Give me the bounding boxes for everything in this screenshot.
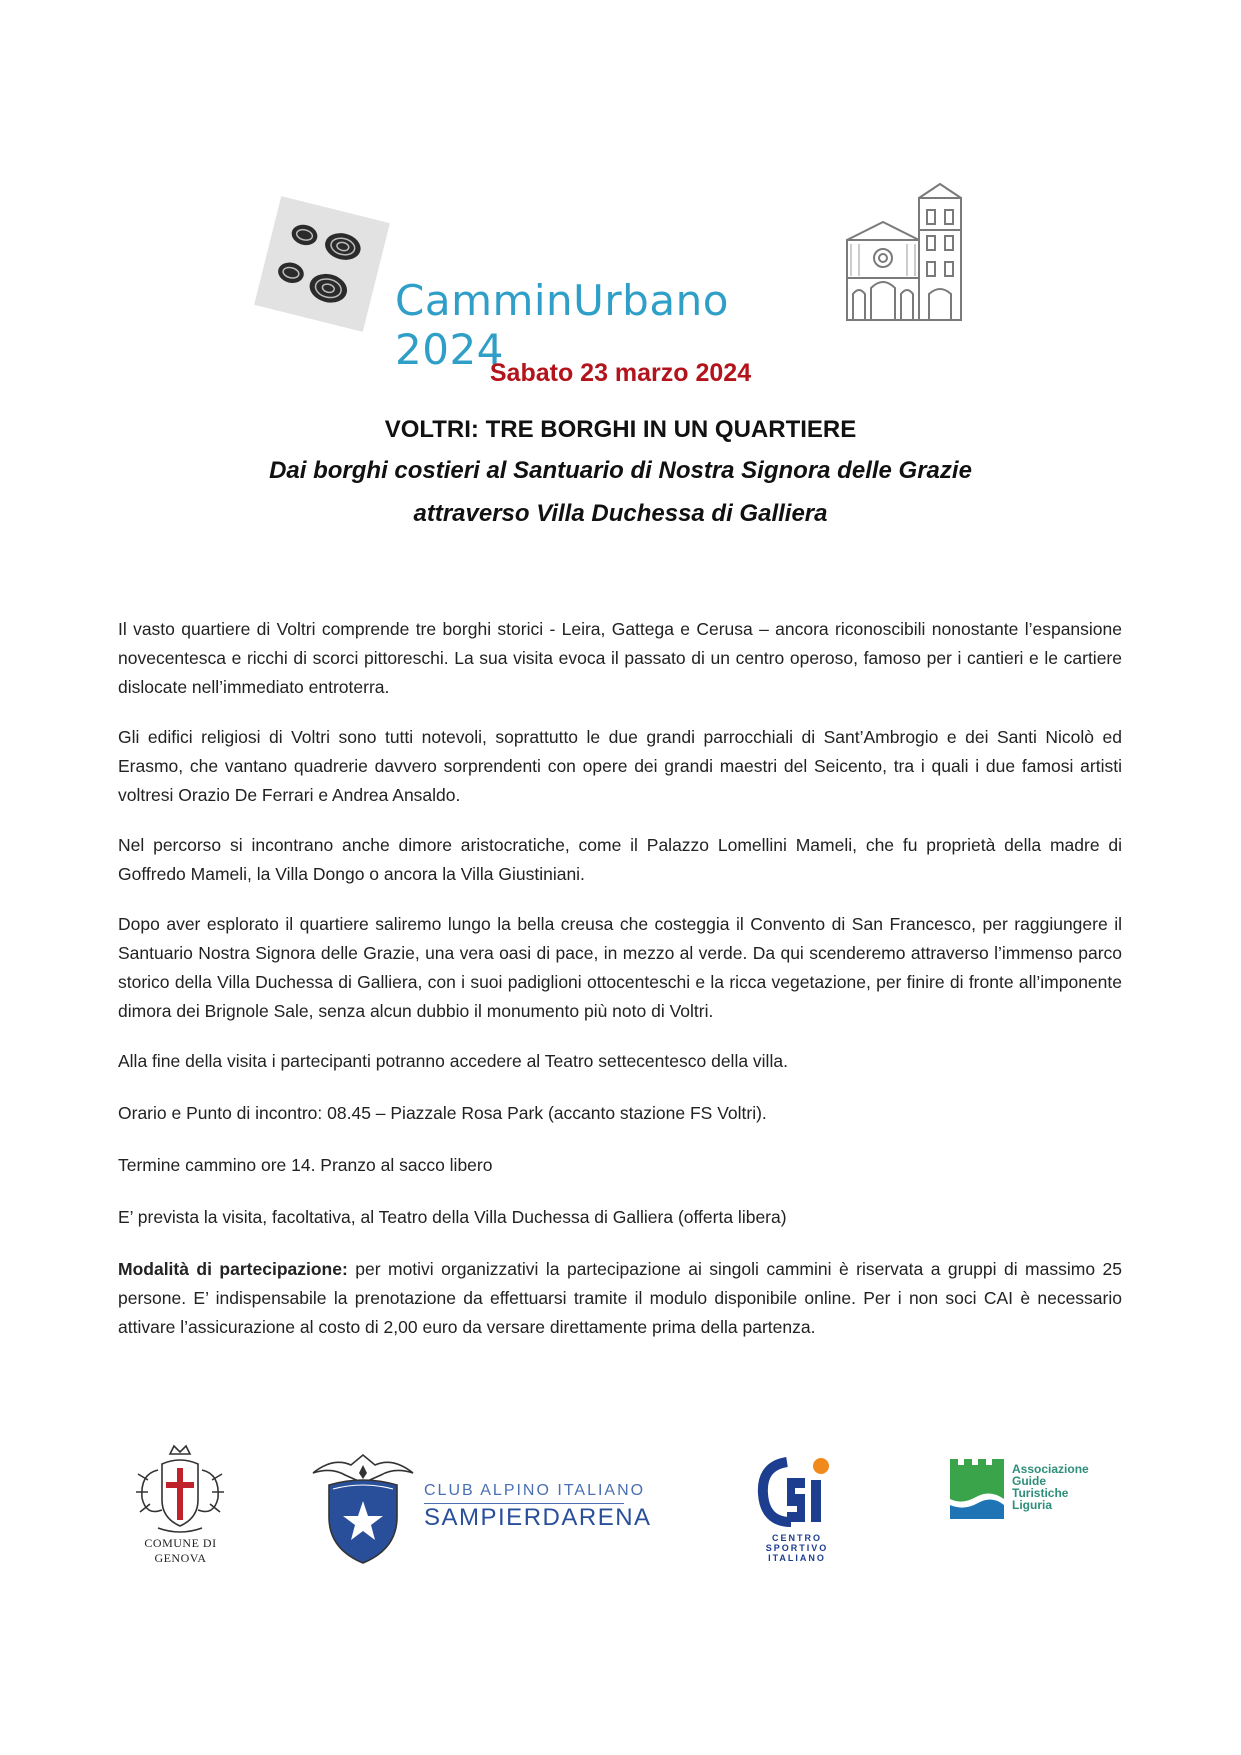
agtl-name-line3: Turistiche [1012,1486,1069,1500]
cai-name: CLUB ALPINO ITALIANO [424,1482,646,1499]
paragraph-end-time: Termine cammino ore 14. Pranzo al sacco libero [118,1155,493,1175]
paragraph-residences: Nel percorso si incontrano anche dimore aristocratiche, come il Palazzo Lomellini Mameli, che fu proprietà della madre di Goffredo Mameli, la Villa Dongo o ancora la Villa Giustiniani. [118,835,1122,884]
csi-caption-line1: CENTRO [772,1533,822,1543]
participation-label: Modalità di partecipazione: [118,1259,348,1279]
event-subtitle-line1: Dai borghi costieri al Santuario di Nostra Signora delle Grazie [269,457,972,484]
cai-section-name: SAMPIERDARENA [424,1504,652,1531]
paragraph-optional-visit: E’ prevista la visita, facoltativa, al Teatro della Villa Duchessa di Galliera (offerta libera) [118,1207,787,1227]
csi-logo-icon [757,1452,837,1532]
agtl-name [1012,1463,1089,1511]
paragraph-theatre: Alla fine della visita i partecipanti potranno accedere al Teatro settecentesco della villa. [118,1051,788,1071]
genova-caption: COMUNE DI GENOVA [144,1536,217,1565]
agtl-name-line1: Associazione [1012,1462,1089,1476]
body-text [118,615,1122,1363]
agtl-name-line2: Guide [1012,1474,1047,1488]
event-title: VOLTRI: TRE BORGHI IN UN QUARTIERE [384,416,857,443]
event-subtitle-line2: attraverso Villa Duchessa di Galliera [413,500,828,527]
cai-shield-icon [303,1453,423,1568]
brand-title: CamminUrbano 2024 [395,276,729,374]
paragraph-participation [118,1255,1122,1342]
event-date: Sabato 23 marzo 2024 [489,359,752,387]
csi-caption-line2: SPORTIVO [765,1543,829,1553]
sponsor-logos [0,1440,1241,1570]
paragraph-route: Dopo aver esplorato il quartiere saliremo lungo la bella creusa che costeggia il Convento di San Francesco, per raggiungere il Santuario Nostra Signora delle Grazie, una vera oasi di pace, in mezzo al verde. Da qui scenderemo attraverso l’immenso parco storico della Villa Duchessa di Galliera, con i suoi padiglioni ottocenteschi e la ricca vegetazione, per finire di fronte all’imponente dimora dei Brignole Sale, senza alcun dubbio il monumento più noto di Voltri. [118,914,1122,1021]
genova-coat-of-arms-icon [118,1440,243,1550]
participation-text: per motivi organizzativi la partecipazione ai singoli cammini è riservata a gruppi di massimo 25 persone. E’ indispensabile la prenotazione da effettuarsi tramite il modulo disponibile online. Per i non soci CAI è necessario attivare l’assicurazione al costo di 2,00 euro da versare direttamente prima della partenza. [118,1259,1122,1337]
paragraph-intro: Il vasto quartiere di Voltri comprende tre borghi storici - Leira, Gattega e Cerusa – ancora riconoscibili nonostante l’espansione novecentesca e ricchi di scorci pittoreschi. La sua visita evoca il passato di un centro operoso, famoso per i cantieri e le cartiere dislocate nell’immediato entroterra. [118,619,1122,697]
footprints-icon [254,196,390,332]
paragraph-meeting-point: Orario e Punto di incontro: 08.45 – Piazzale Rosa Park (accanto stazione FS Voltri). [118,1103,767,1123]
csi-caption [754,1533,840,1563]
csi-caption-line3: ITALIANO [768,1553,826,1563]
church-icon [845,182,975,322]
agtl-tower-icon [950,1459,1004,1519]
paragraph-churches: Gli edifici religiosi di Voltri sono tutti notevoli, soprattutto le due grandi parrocchiali di Sant’Ambrogio e dei Santi Nicolò ed Erasmo, che vantano quadrerie davvero sorprendenti con opere dei grandi maestri del Seicento, tra i quali i due famosi artisti voltresi Orazio De Ferrari e Andrea Ansaldo. [118,727,1122,805]
agtl-name-line4: Liguria [1012,1498,1053,1512]
